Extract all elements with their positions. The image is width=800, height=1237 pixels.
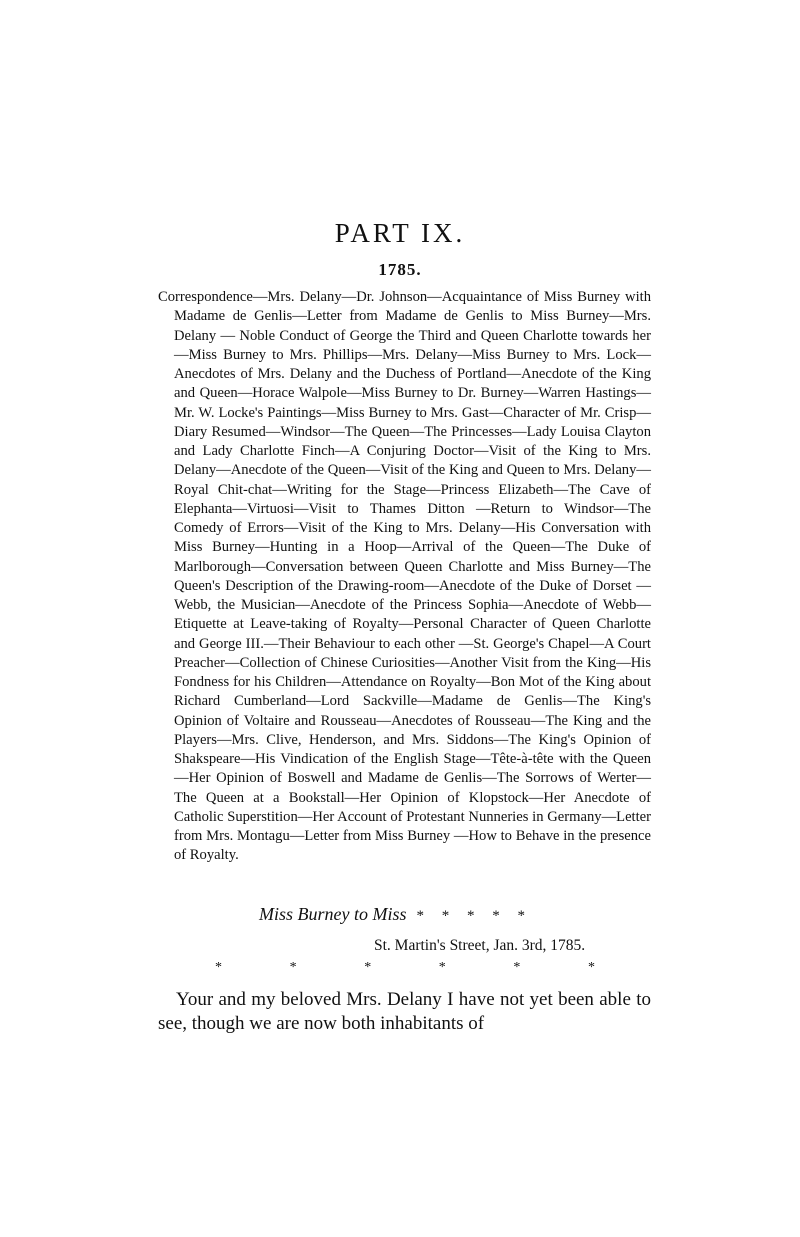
part-year: 1785. [378, 260, 422, 279]
salutation-text: Miss Burney to Miss [259, 904, 407, 924]
divider-star: * [215, 960, 222, 975]
divider-star: * [289, 960, 297, 975]
salutation-stars: * * * * * [416, 908, 532, 924]
part-title: PART IX. [334, 218, 466, 248]
divider-star: * [364, 960, 372, 975]
chapter-synopsis: Correspondence—Mrs. Delany—Dr. Johnson—Acquaintance of Miss Burney with Madame de Genlis—Letter from Madame de Genlis to Miss Burney—Mrs. Delany — Noble Conduct of George the Third and Queen Charlotte towards her—Miss Burney to Mrs. Phillips—Mrs. Delany—Miss Burney to Mrs. Lock—Anecdotes of Mrs. Delany and the Duchess of Portland—Anecdote of the King and Queen—Horace Walpole—Miss Burney to Dr. Burney—Warren Hastings—Mr. W. Locke's Paintings—Miss Burney to Mrs. Gast—Character of Mr. Crisp—Diary Resumed—Windsor—The Queen—The Princesses—Lady Louisa Clayton and Lady Charlotte Finch—A Conjuring Doctor—Visit of the King to Mrs. Delany—Anecdote of the Queen—Visit of the King and Queen to Mrs. Delany—Royal Chit-chat—Writing for the Stage—Princess Elizabeth—The Cave of Elephanta—Virtuosi—Visit to Thames Ditton —Return to Windsor—The Comedy of Errors—Visit of the King to Mrs. Delany—His Conversation with Miss Burney—Hunting in a Hoop—Arrival of the Queen—The Duke of Marlborough—Conversation between Queen Charlotte and Miss Burney—The Queen's Description of the Drawing-room—Anecdote of the Duke of Dorset —Webb, the Musician—Anecdote of the Princess Sophia—Anecdote of Webb—Etiquette at Leave-taking of Royalty—Personal Character of Queen Charlotte and George III.—Their Behaviour to each other —St. George's Chapel—A Court Preacher—Collection of Chinese Curiosities—Another Visit from the King—His Fondness for his Children—Attendance on Royalty—Bon Mot of the King about Richard Cumberland—Lord Sackville—Madame de Genlis—The King's Opinion of Voltaire and Rousseau—Anecdotes of Rousseau—The King and the Players—Mrs. Clive, Henderson, and Mrs. Siddons—The King's Opinion of Shakspeare—His Vindication of the English Stage—Tête-à-tête with the Queen—Her Opinion of Boswell and Madame de Genlis—The Sorrows of Werter—The Queen at a Bookstall—Her Opinion of Klopstock—Her Anecdote of Catholic Superstition—Her Account of Protestant Nunneries in Germany—Letter from Mrs. Montagu—Letter from Miss Burney —How to Behave in the presence of Royalty. [158, 289, 651, 864]
divider-star: * [587, 960, 595, 975]
section-divider [215, 960, 595, 976]
letter-body: Your and my beloved Mrs. Delany I have not yet been able to see, though we are now both inhabitants of [158, 989, 651, 1034]
divider-star: * [438, 960, 446, 975]
letter-dateline: St. Martin's Street, Jan. 3rd, 1785. [374, 937, 586, 954]
letter-salutation [259, 904, 532, 925]
divider-star: * [513, 960, 521, 975]
